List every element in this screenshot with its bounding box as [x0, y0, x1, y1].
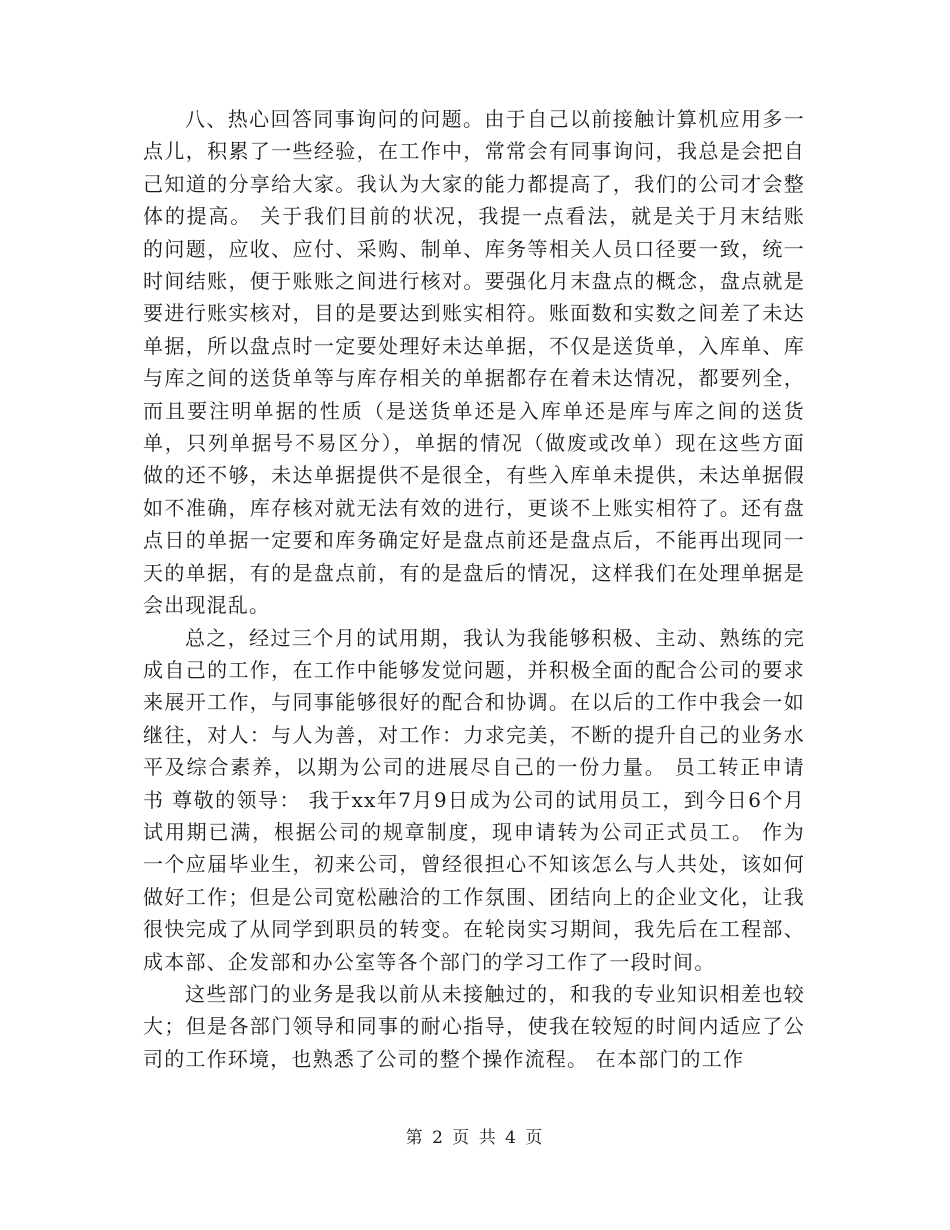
paragraph-3: 这些部门的业务是我以前从未接触过的，和我的专业知识相差也较大；但是各部门领导和同事的耐心指导，使我在较短的时间内适应了公司的工作环境，也熟悉了公司的整个操作流程。 在本部门的工作 — [143, 981, 805, 1071]
document-body — [143, 103, 805, 1075]
paragraph-2: 总之，经过三个月的试用期，我认为我能够积极、主动、熟练的完成自己的工作，在工作中能够发觉问题，并积极全面的配合公司的要求来展开工作，与同事能够很好的配合和协调。在以后的工作中我会一如继往，对人：与人为善，对工作：力求完美，不断的提升自己的业务水平及综合素养，以期为公司的进展尽自己的一份力量。 员工转正申请书 尊敬的领导： 我于xx年7月9日成为公司的试用员工，到今日6个月试用期已满，根据公司的规章制度，现申请转为公司正式员工。 作为一个应届毕业生，初来公司，曾经很担心不知该怎么与人共处，该如何做好工作；但是公司宽松融洽的工作氛围、团结向上的企业文化，让我很快完成了从同学到职员的转变。在轮岗实习期间，我先后在工程部、成本部、企发部和办公室等各个部门的学习工作了一段时间。 — [143, 625, 805, 974]
paragraph-1: 八、热心回答同事询问的问题。由于自己以前接触计算机应用多一点儿，积累了一些经验，在工作中，常常会有同事询问，我总是会把自己知道的分享给大家。我认为大家的能力都提高了，我们的公司才会整体的提高。 关于我们目前的状况，我提一点看法，就是关于月末结账的问题，应收、应付、采购、制单、库务等相关人员口径要一致，统一时间结账，便于账账之间进行核对。要强化月末盘点的概念，盘点就是要进行账实核对，目的是要达到账实相符。账面数和实数之间差了未达单据，所以盘点时一定要处理好未达单据，不仅是送货单，入库单、库与库之间的送货单等与库存相关的单据都存在着未达情况，都要列全，而且要注明单据的性质（是送货单还是入库单还是库与库之间的送货单，只列单据号不易区分），单据的情况（做废或改单）现在这些方面做的还不够，未达单据提供不是很全，有些入库单未提供，未达单据假如不准确，库存核对就无法有效的进行，更谈不上账实相符了。还有盘点日的单据一定要和库务确定好是盘点前还是盘点后，不能再出现同一天的单据，有的是盘点前，有的是盘后的情况，这样我们在处理单据是会出现混乱。 — [143, 107, 805, 618]
page-number-footer: 第 2 页 共 4 页 — [405, 1128, 545, 1148]
